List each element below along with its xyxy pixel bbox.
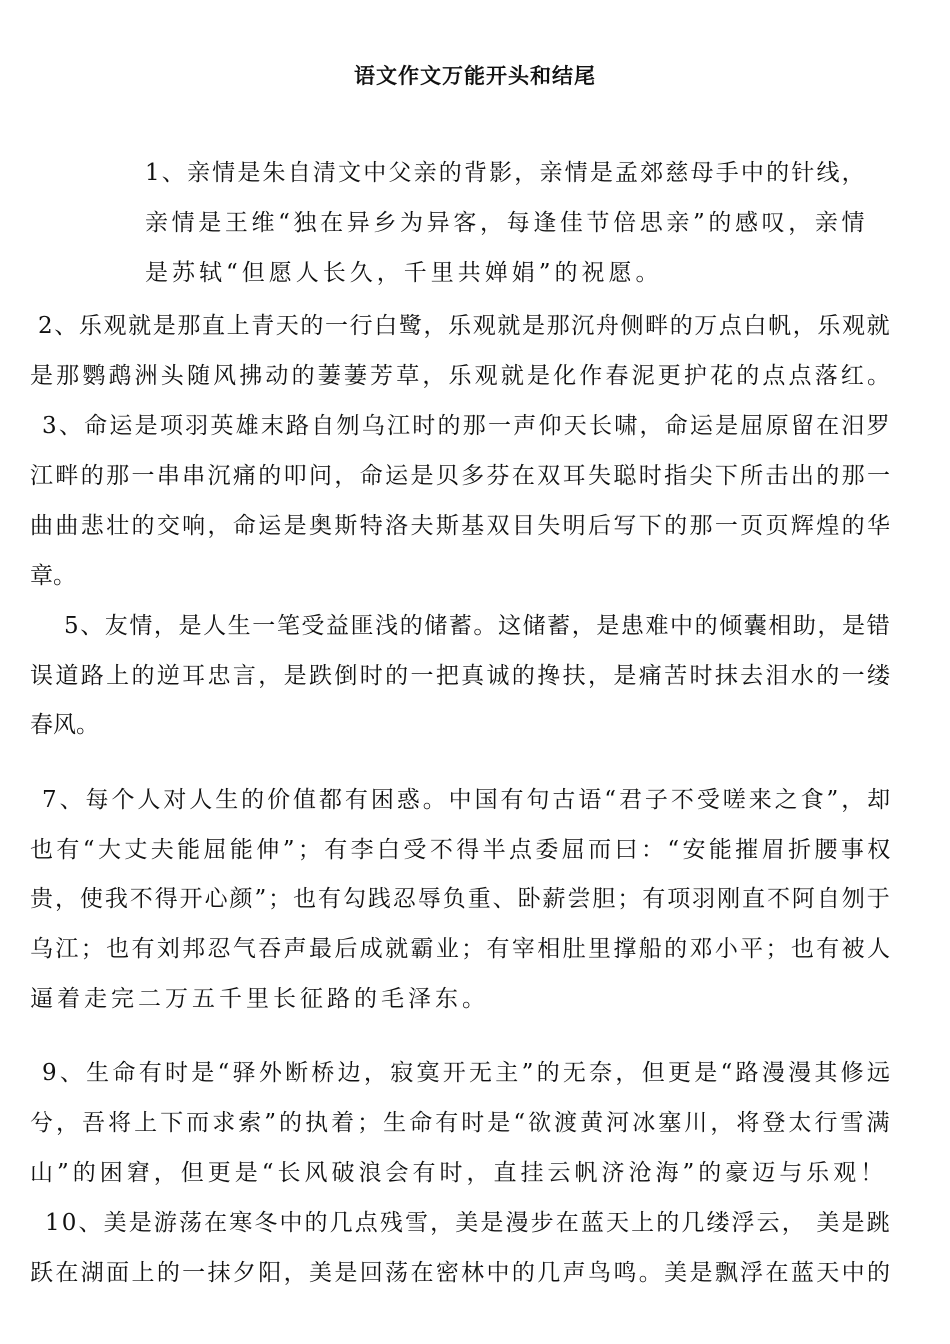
- text-line: 是苏轼“但愿人长久，千里共婵娟”的祝愿。: [145, 260, 663, 286]
- text-line: 10、美是游荡在寒冬中的几点残雪，美是漫步在蓝天上的几缕浮云， 美是跳: [45, 1210, 892, 1236]
- text-line: 亲情是王维“独在异乡为异客，每逢佳节倍思亲”的感叹，亲情: [145, 210, 869, 236]
- text-line: 逼着走完二万五千里长征路的毛泽东。: [30, 986, 489, 1012]
- text-line: 5、友情，是人生一笔受益匪浅的储蓄。这储蓄，是患难中的倾囊相助，是错: [64, 613, 892, 639]
- text-line: 3、命运是项羽英雄末路自刎乌江时的那一声仰天长啸，命运是屈原留在汨罗: [42, 413, 892, 439]
- text-line: 是那鹦鹉洲头随风拂动的萋萋芳草，乐观就是化作春泥更护花的点点落红。: [30, 363, 894, 389]
- text-line: 也有“大丈夫能屈能伸”；有李白受不得半点委屈而曰：“安能摧眉折腰事权: [30, 837, 894, 863]
- text-line: 江畔的那一串串沉痛的叩问，命运是贝多芬在双耳失聪时指尖下所击出的那一: [30, 463, 893, 489]
- text-line: 章。: [30, 563, 76, 589]
- text-line: 7、每个人对人生的价值都有困惑。中国有句古语“君子不受嗟来之食”，却: [42, 787, 894, 813]
- text-line: 跃在湖面上的一抹夕阳，美是回荡在密林中的几声鸟鸣。美是飘浮在蓝天中的: [30, 1260, 893, 1286]
- text-line: 春风。: [30, 712, 99, 738]
- text-line: 9、生命有时是“驿外断桥边，寂寞开无主”的无奈，但更是“路漫漫其修远: [42, 1060, 894, 1086]
- document-title: 语文作文万能开头和结尾: [354, 64, 596, 88]
- text-line: 2、乐观就是那直上青天的一行白鹭，乐观就是那沉舟侧畔的万点白帆，乐观就: [38, 313, 892, 339]
- text-line: 山”的困窘，但更是“长风破浪会有时，直挂云帆济沧海”的豪迈与乐观！: [30, 1160, 888, 1186]
- text-line: 兮，吾将上下而求索”的执着；生命有时是“欲渡黄河冰塞川，将登太行雪满: [30, 1110, 893, 1136]
- text-line: 贵，使我不得开心颜”；也有勾践忍辱负重、卧薪尝胆；有项羽刚直不阿自刎于: [30, 886, 892, 912]
- text-line: 1、亲情是朱自清文中父亲的背影，亲情是孟郊慈母手中的针线，: [145, 160, 867, 186]
- text-line: 误道路上的逆耳忠言，是跌倒时的一把真诚的搀扶，是痛苦时抹去泪水的一缕: [30, 663, 893, 689]
- text-line: 乌江；也有刘邦忍气吞声最后成就霸业；有宰相肚里撑船的邓小平；也有被人: [30, 936, 893, 962]
- text-line: 曲曲悲壮的交响，命运是奥斯特洛夫斯基双目失明后写下的那一页页辉煌的华: [30, 513, 893, 539]
